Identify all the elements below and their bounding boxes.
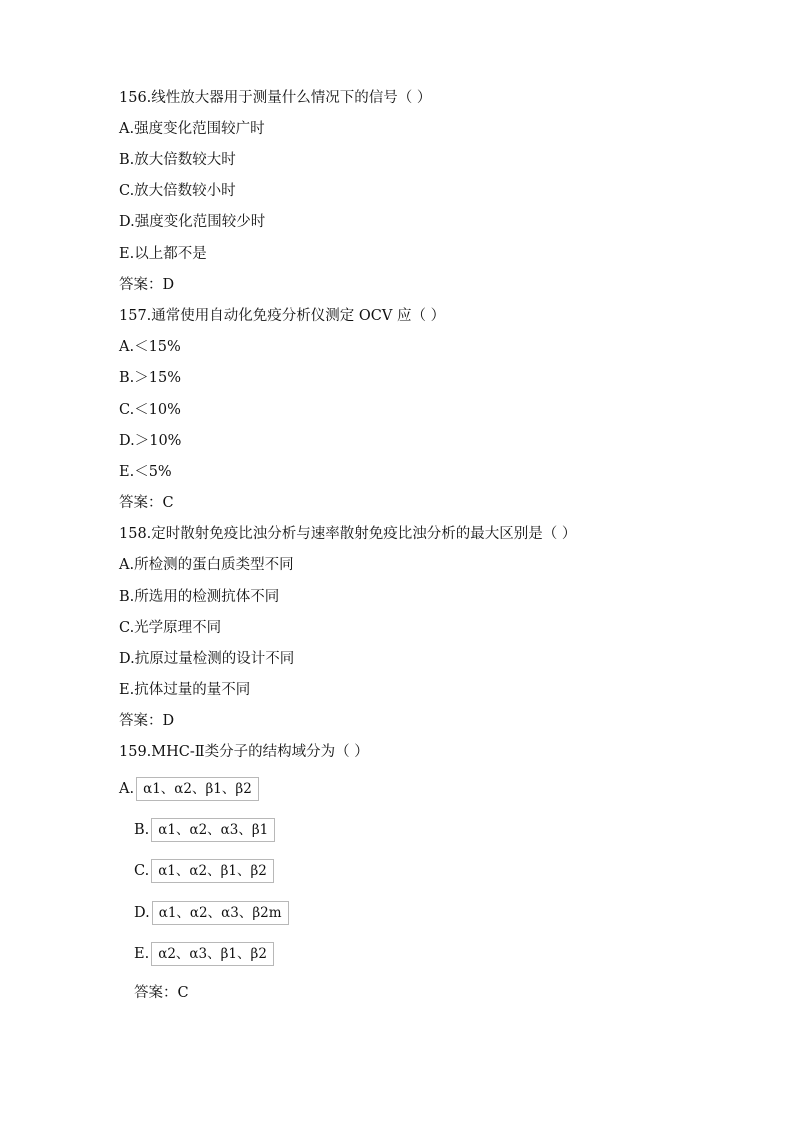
q159-option-a-label: A. <box>119 781 135 797</box>
q156-stem: 156.线性放大器用于测量什么情况下的信号（ ） <box>119 90 432 106</box>
q159-option-b <box>134 818 275 842</box>
q157-option-d: D.＞10% <box>119 433 182 449</box>
q157-stem: 157.通常使用自动化免疫分析仪测定 OCV 应（ ） <box>119 308 446 324</box>
q158-option-e: E.抗体过量的量不同 <box>119 682 251 698</box>
q159-option-e <box>134 942 274 966</box>
q156-option-c: C.放大倍数较小时 <box>119 183 236 199</box>
q159-answer: 答案：C <box>134 985 189 1001</box>
q156-option-d: D.强度变化范围较少时 <box>119 214 266 230</box>
q159-option-d <box>134 901 289 925</box>
q156-option-e: E.以上都不是 <box>119 246 207 262</box>
q158-option-d: D.抗原过量检测的设计不同 <box>119 651 295 667</box>
q157-option-b: B.＞15% <box>119 370 181 386</box>
q157-option-e: E.＜5% <box>119 464 172 480</box>
q159-option-c-image: α1、α2、β1、β2 <box>151 859 274 883</box>
q159-option-c <box>134 859 274 883</box>
q159-option-e-image: α2、α3、β1、β2 <box>151 942 274 966</box>
q158-option-a: A.所检测的蛋白质类型不同 <box>119 557 294 573</box>
q159-option-a-image: α1、α2、β1、β2 <box>136 777 259 801</box>
q159-option-d-image: α1、α2、α3、β2m <box>152 901 289 925</box>
q159-stem: 159.MHC-Ⅱ类分子的结构域分为（ ） <box>119 744 369 760</box>
q157-answer: 答案：C <box>119 495 174 511</box>
q158-answer: 答案：D <box>119 713 175 729</box>
q156-answer: 答案：D <box>119 277 175 293</box>
q157-option-c: C.＜10% <box>119 402 181 418</box>
q159-option-c-label: C. <box>134 863 150 879</box>
q159-option-b-image: α1、α2、α3、β1 <box>151 818 275 842</box>
q158-option-b: B.所选用的检测抗体不同 <box>119 589 280 605</box>
q159-option-a <box>119 777 259 801</box>
q157-option-a: A.＜15% <box>119 339 181 355</box>
q158-stem: 158.定时散射免疫比浊分析与速率散射免疫比浊分析的最大区别是（ ） <box>119 526 577 542</box>
q156-option-b: B.放大倍数较大时 <box>119 152 236 168</box>
q159-option-d-label: D. <box>134 905 150 921</box>
q156-option-a: A.强度变化范围较广时 <box>119 121 265 137</box>
q159-option-b-label: B. <box>134 822 150 838</box>
q158-option-c: C.光学原理不同 <box>119 620 222 636</box>
q159-option-e-label: E. <box>134 946 150 962</box>
